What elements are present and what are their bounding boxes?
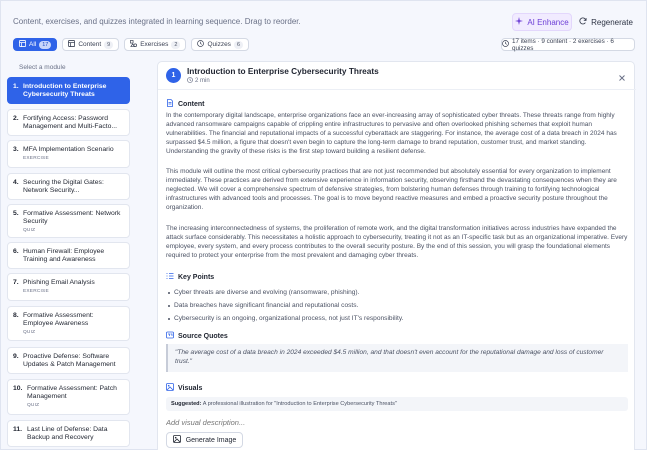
suggested-visual — [166, 397, 628, 411]
generate-image-button[interactable] — [166, 432, 243, 448]
filter-label: All — [29, 41, 37, 48]
filter-label: Content — [78, 41, 102, 48]
module-item-10[interactable] — [7, 379, 130, 415]
quote-icon — [166, 331, 174, 341]
module-title: Last Line of Defense: Data Backup and Recovery — [27, 426, 108, 441]
module-title: Human Firewall: Employee Training and Awareness — [23, 248, 105, 263]
ai-enhance-button[interactable] — [512, 13, 572, 31]
detail-header — [158, 62, 636, 90]
sidebar-heading: Select a module — [19, 64, 66, 71]
generate-image-label: Generate Image — [185, 436, 237, 444]
key-points-label: Key Points — [178, 273, 215, 281]
module-title: Formative Assessment: Patch Management — [27, 385, 117, 400]
module-number: 2. — [13, 115, 19, 122]
suggested-text: A professional illustration for "Introduction to Enterprise Cybersecurity Threats" — [202, 401, 397, 407]
document-icon — [166, 99, 174, 109]
filter-label: Exercises — [140, 41, 169, 48]
content-section-label — [166, 99, 204, 109]
refresh-icon — [579, 17, 587, 27]
close-icon[interactable] — [617, 70, 627, 80]
module-title: Formative Assessment: Employee Awareness — [23, 312, 94, 327]
grid-icon — [19, 40, 26, 49]
module-number: 5. — [13, 210, 19, 217]
module-title: Formative Assessment: Network Security — [23, 210, 121, 225]
source-quote: "The average cost of a data breach in 2024 exceeded $4.5 million, and that doesn't even account for the reputational damage and loss of customer trust." — [166, 344, 628, 372]
filter-count: 6 — [234, 41, 243, 49]
book-icon — [68, 40, 75, 49]
ai-enhance-label: AI Enhance — [527, 17, 569, 27]
module-number: 3. — [13, 146, 19, 153]
module-number: 1. — [13, 83, 19, 90]
module-number: 7. — [13, 279, 19, 286]
visuals-label: Visuals — [178, 384, 203, 392]
regenerate-button[interactable] — [578, 13, 634, 31]
duration — [187, 77, 210, 85]
image-icon — [173, 435, 181, 445]
filter-count: 9 — [104, 41, 113, 49]
list-item: Cyber threats are diverse and evolving (ransomware, phishing). — [168, 286, 623, 299]
content-label: Content — [178, 100, 205, 108]
summary-text: 17 items · 9 content · 2 exercises · 6 quizzes — [512, 37, 614, 52]
filter-content[interactable] — [62, 38, 119, 51]
page-subtitle: Content, exercises, and quizzes integrated in learning sequence. Drag to reorder. — [13, 17, 301, 26]
module-item-8[interactable] — [7, 306, 130, 341]
module-item-3[interactable] — [7, 140, 130, 168]
step-number-badge: 1 — [166, 68, 181, 83]
items-summary — [501, 38, 635, 51]
module-item-9[interactable] — [7, 347, 130, 374]
filter-all[interactable] — [13, 38, 57, 51]
regenerate-label: Regenerate — [591, 17, 633, 27]
filter-exercises[interactable] — [124, 38, 186, 51]
key-points-section-label — [166, 272, 214, 282]
content-paragraph: The increasing interconnectedness of systems, the proliferation of remote work, and the digital transformation initiatives across industries have expanded the attack surface considerably. This necessitates a holistic approach to cybersecurity, treating it not as an IT-specific task but as an organizational imperative. Every employee, every system, and every process contributes to the overall security posture. By the end of this session, you will grasp the foundational elements required to protect your enterprise from the most prevalent and damaging cyber threats. — [166, 225, 628, 259]
content-paragraph: In the contemporary digital landscape, enterprise organizations face an ever-increasing array of sophisticated cyber threats. These threats range from highly advanced ransomware campaigns capable of crippling entire infrastructures to pervasive and often overlooked phishing schemes that exploit human vulnerabilities. The financial and reputational impacts of a successful cyberattack are staggering. For instance, the average cost of a data breach in 2024 has surpassed $4.5 million, a figure that doesn't even begin to capture the long-term damage to brand reputation, customer trust, and market standing. Understanding the gravity of these risks is the first step toward building a resilient defense. — [166, 112, 617, 155]
module-item-4[interactable] — [7, 173, 130, 200]
module-sidebar — [13, 61, 149, 77]
module-title: MFA Implementation Scenario — [23, 146, 114, 153]
module-type-tag: EXERCISE — [23, 289, 49, 294]
clock-icon — [197, 40, 204, 49]
module-title: Introduction to Enterprise Cybersecurity Threats — [23, 83, 107, 98]
module-number: 8. — [13, 312, 19, 319]
module-item-6[interactable] — [7, 242, 130, 269]
duration-text: 2 min — [195, 78, 210, 84]
module-number: 10. — [13, 385, 23, 392]
clock-icon — [187, 77, 193, 85]
module-detail-panel — [157, 61, 635, 450]
module-item-7[interactable] — [7, 273, 130, 301]
content-paragraph: This module will outline the most critical cybersecurity practices that are not just recommended but absolutely essential for every organization to implement immediately. These practices are derived from extensive experience in information security, observing firsthand the devastating consequences when they are neglected. We will cover a comprehensive spectrum of defensive strategies, from bolstering human defenses through training to fortifying technological infrastructures with advanced tools and processes. The goal is to move beyond reactive measures and embed a proactive security posture throughout the organization. — [166, 168, 617, 211]
key-points-list — [168, 286, 623, 325]
filter-count: 2 — [171, 41, 180, 49]
list-item: Cybersecurity is an ongoing, organizational process, not just IT's responsibility. — [168, 312, 623, 325]
filter-quizzes[interactable] — [191, 38, 249, 51]
module-type-tag: QUIZ — [23, 228, 36, 233]
image-icon — [166, 383, 174, 393]
visual-description-input[interactable] — [166, 416, 366, 428]
module-item-11[interactable] — [7, 420, 130, 447]
module-type-tag: QUIZ — [23, 330, 36, 335]
module-item-2[interactable] — [7, 109, 130, 136]
source-quotes-label: Source Quotes — [178, 332, 228, 340]
sparkle-icon — [515, 17, 523, 27]
module-number: 9. — [13, 353, 19, 360]
filter-bar — [13, 38, 249, 51]
clock-icon — [502, 40, 509, 49]
source-quotes-section-label — [166, 331, 228, 341]
shapes-icon — [130, 40, 137, 49]
suggested-prefix: Suggested: — [171, 401, 202, 407]
module-number: 11. — [13, 426, 23, 433]
module-title: Phishing Email Analysis — [23, 279, 95, 286]
detail-title: Introduction to Enterprise Cybersecurity Threats — [187, 66, 379, 76]
module-title: Fortifying Access: Password Management and Multi-Facto... — [23, 115, 118, 130]
module-title: Proactive Defense: Software Updates & Patch Management — [23, 353, 116, 368]
filter-count: 17 — [39, 41, 51, 49]
module-item-1[interactable] — [7, 77, 130, 104]
list-item: Data breaches have significant financial and reputational costs. — [168, 299, 623, 312]
module-number: 6. — [13, 248, 19, 255]
list-icon — [166, 272, 174, 282]
module-title: Securing the Digital Gates: Network Security... — [23, 179, 104, 194]
module-number: 4. — [13, 179, 19, 186]
filter-label: Quizzes — [207, 41, 231, 48]
module-type-tag: QUIZ — [27, 403, 40, 408]
module-type-tag: EXERCISE — [23, 156, 49, 161]
module-item-5[interactable] — [7, 204, 130, 238]
visuals-section-label — [166, 383, 202, 393]
